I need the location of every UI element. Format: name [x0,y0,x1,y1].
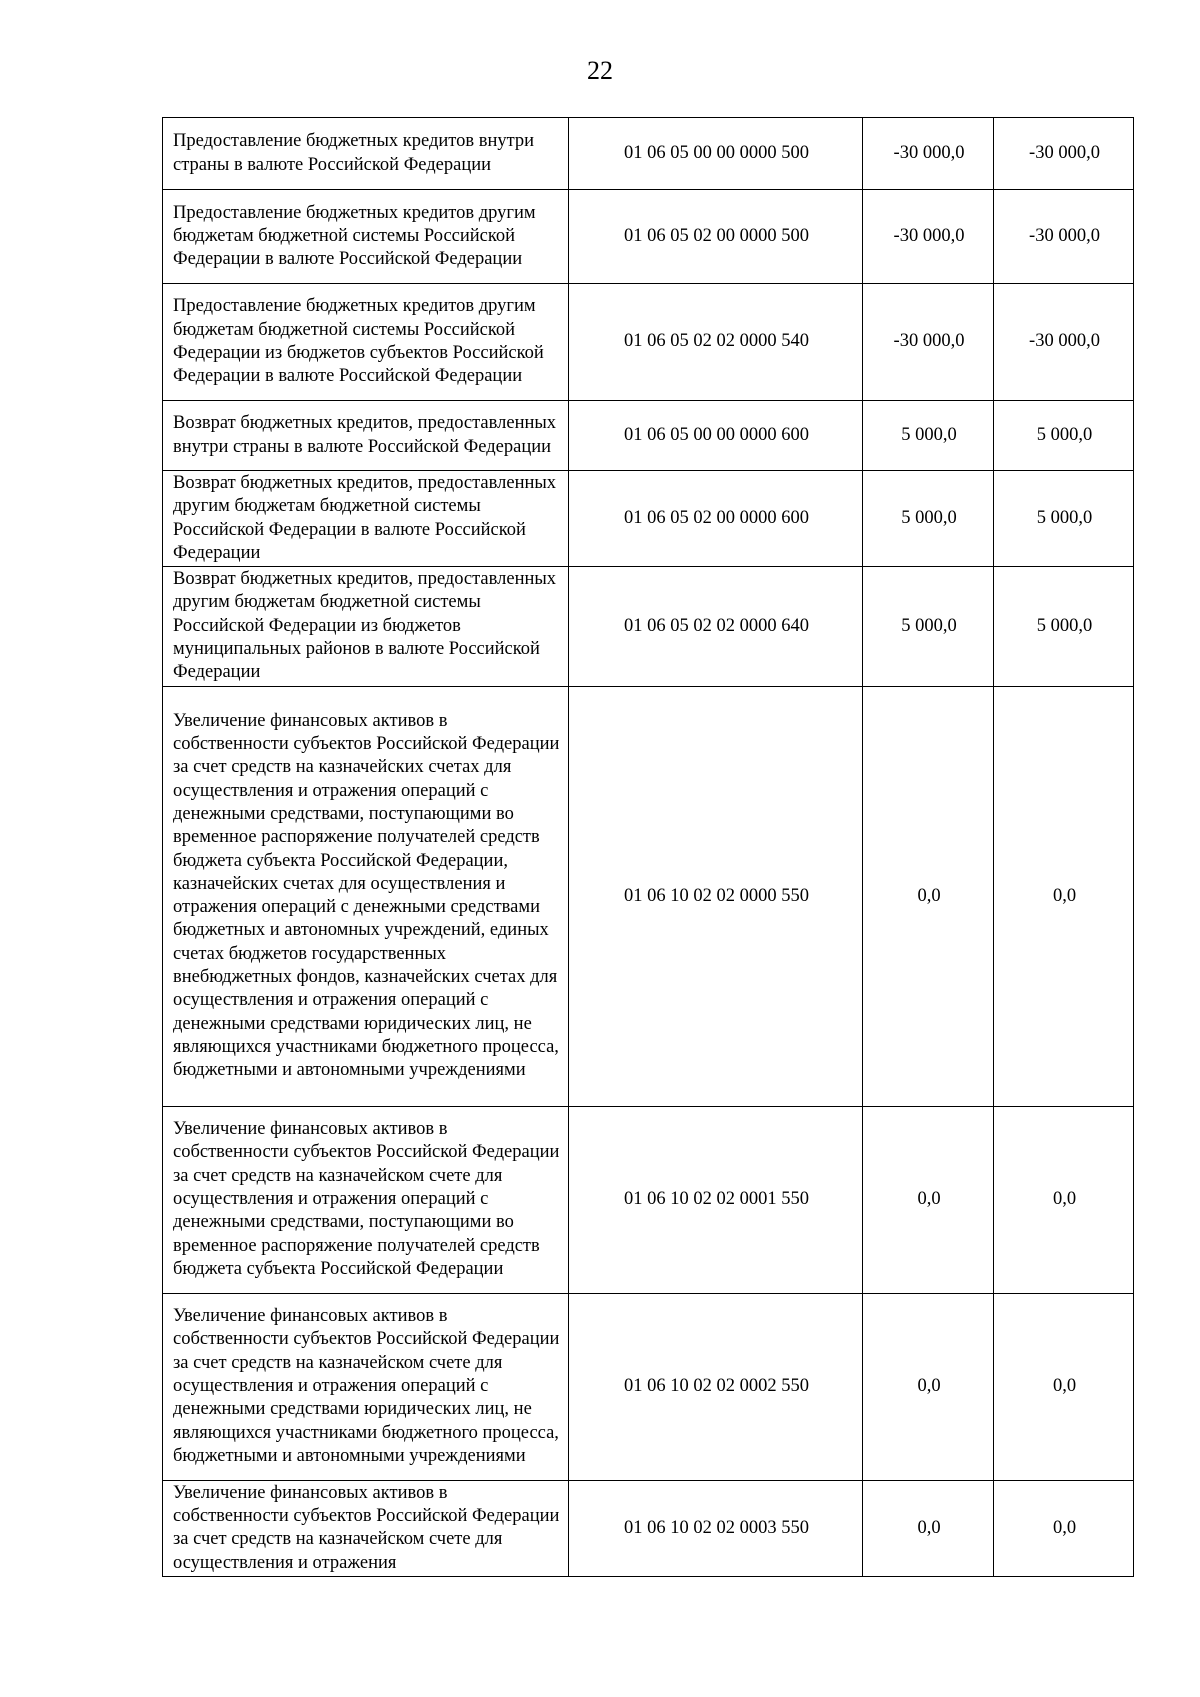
row-code-cell: 01 06 10 02 02 0001 550 [569,1106,863,1293]
row-value-1-cell: 5 000,0 [863,567,994,686]
row-value-1-cell: 5 000,0 [863,471,994,567]
row-value-2-cell: -30 000,0 [994,118,1134,190]
table-row [163,118,1134,190]
row-code-cell: 01 06 05 02 00 0000 500 [569,190,863,284]
row-value-1-cell: -30 000,0 [863,118,994,190]
row-code-cell: 01 06 05 02 02 0000 540 [569,284,863,401]
row-value-1-cell: 0,0 [863,1293,994,1480]
row-value-1-cell: 0,0 [863,1480,994,1576]
page-number: 22 [587,56,613,85]
table-row [163,1293,1134,1480]
row-value-2-cell: -30 000,0 [994,284,1134,401]
row-code-cell: 01 06 05 02 00 0000 600 [569,471,863,567]
row-code-cell: 01 06 05 00 00 0000 600 [569,401,863,471]
row-code-cell: 01 06 05 02 02 0000 640 [569,567,863,686]
row-name-cell: Возврат бюджетных кредитов, предоставленных другим бюджетам бюджетной системы Российской Федерации из бюджетов муниципальных районов в валюте Российской Федерации [163,567,569,686]
row-value-1-cell: 5 000,0 [863,401,994,471]
table-row [163,284,1134,401]
row-value-1-cell: -30 000,0 [863,284,994,401]
row-name-cell: Предоставление бюджетных кредитов другим бюджетам бюджетной системы Российской Федерации из бюджетов субъектов Российской Федерации в валюте Российской Федерации [163,284,569,401]
row-code-cell: 01 06 05 00 00 0000 500 [569,118,863,190]
table-row [163,567,1134,686]
row-name-cell: Предоставление бюджетных кредитов другим бюджетам бюджетной системы Российской Федерации в валюте Российской Федерации [163,190,569,284]
row-value-2-cell: 5 000,0 [994,401,1134,471]
row-value-2-cell: 5 000,0 [994,471,1134,567]
row-value-2-cell: 0,0 [994,686,1134,1106]
row-name-cell: Увеличение финансовых активов в собственности субъектов Российской Федерации за счет средств на казначейском счете для осуществления и отражения операций с денежными средствами, поступающими во временное распоряжение получателей средств бюджета субъекта Российской Федерации [163,1106,569,1293]
row-code-cell: 01 06 10 02 02 0000 550 [569,686,863,1106]
row-value-2-cell: 0,0 [994,1293,1134,1480]
table-row [163,401,1134,471]
row-value-2-cell: 0,0 [994,1480,1134,1576]
row-name-cell: Возврат бюджетных кредитов, предоставленных внутри страны в валюте Российской Федерации [163,401,569,471]
table-row [163,190,1134,284]
budget-sources-table [162,117,1134,1577]
table-row [163,686,1134,1106]
table-row [163,1480,1134,1576]
row-value-2-cell: -30 000,0 [994,190,1134,284]
row-code-cell: 01 06 10 02 02 0003 550 [569,1480,863,1576]
row-value-1-cell: 0,0 [863,1106,994,1293]
row-name-cell: Возврат бюджетных кредитов, предоставленных другим бюджетам бюджетной системы Российской Федерации в валюте Российской Федерации [163,471,569,567]
row-value-2-cell: 0,0 [994,1106,1134,1293]
table-row [163,471,1134,567]
row-name-cell: Увеличение финансовых активов в собственности субъектов Российской Федерации за счет средств на казначейском счете для осуществления и отражения операций с денежными средствами юридических лиц, не являющихся участниками бюджетного процесса, бюджетными и автономными учреждениями [163,1293,569,1480]
row-code-cell: 01 06 10 02 02 0002 550 [569,1293,863,1480]
table-row [163,1106,1134,1293]
row-value-1-cell: 0,0 [863,686,994,1106]
row-name-cell: Предоставление бюджетных кредитов внутри страны в валюте Российской Федерации [163,118,569,190]
row-name-cell: Увеличение финансовых активов в собственности субъектов Российской Федерации за счет средств на казначейских счетах для осуществления и отражения операций с денежными средствами, поступающими во временное распоряжение получателей средств бюджета субъекта Российской Федерации, казначейских счетах для осуществления и отражения операций с денежными средствами бюджетных и автономных учреждений, единых счетах бюджетов государственных внебюджетных фондов, казначейских счетах для осуществления и отражения операций с денежными средствами юридических лиц, не являющихся участниками бюджетного процесса, бюджетными и автономными учреждениями [163,686,569,1106]
row-name-cell: Увеличение финансовых активов в собственности субъектов Российской Федерации за счет средств на казначейском счете для осуществления и отражения [163,1480,569,1576]
row-value-2-cell: 5 000,0 [994,567,1134,686]
row-value-1-cell: -30 000,0 [863,190,994,284]
